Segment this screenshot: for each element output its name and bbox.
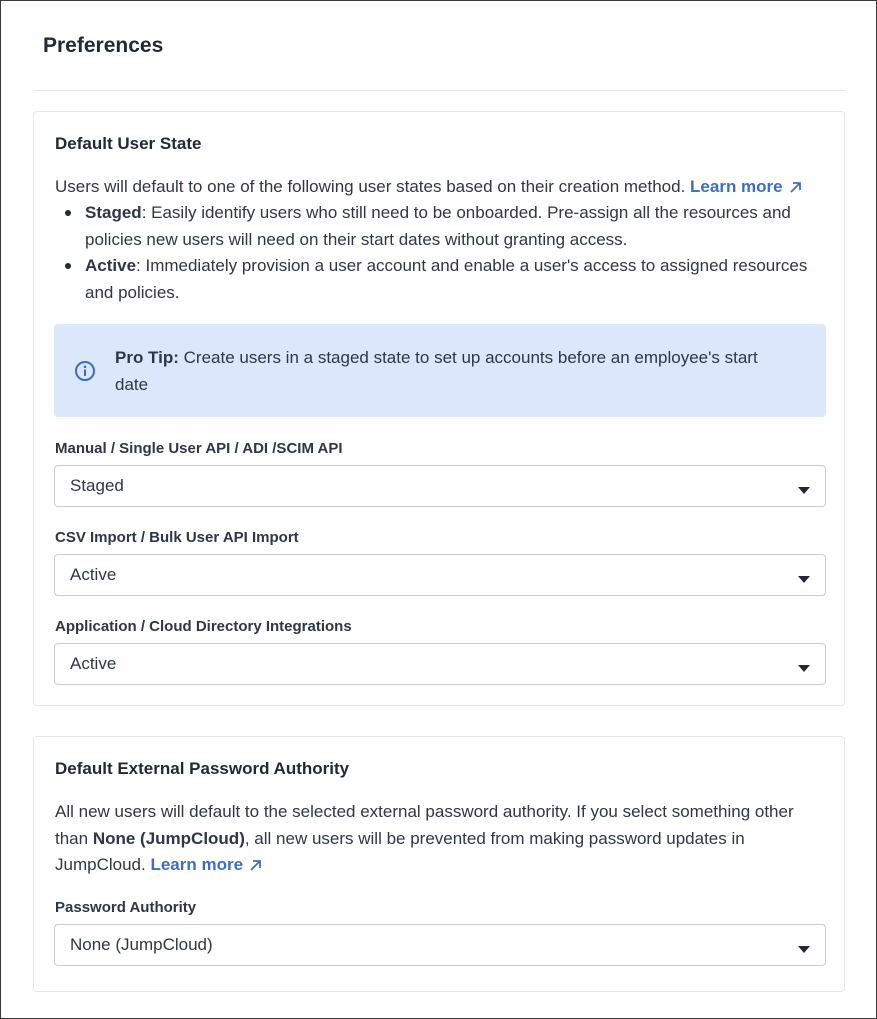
- default-user-state-title: Default User State: [55, 134, 202, 153]
- active-description: : Immediately provision a user account and enable a user's access to assigned resources and policies.: [85, 256, 808, 302]
- manual-api-state-select[interactable]: [54, 465, 826, 507]
- integrations-label: Application / Cloud Directory Integrations: [55, 618, 352, 635]
- description-text-end: , all new users will be prevented from making password updates in JumpCloud.: [55, 828, 745, 874]
- info-circle-icon: [74, 360, 96, 387]
- bullet-dot: [65, 210, 71, 216]
- learn-more-label: Learn more: [150, 855, 244, 874]
- learn-more-label: Learn more: [690, 177, 783, 196]
- caret-down-icon: [798, 482, 810, 500]
- default-user-state-card: [33, 111, 845, 706]
- page-title: Preferences: [43, 34, 164, 57]
- staged-description: : Easily identify users who still need to be onboarded. Pre-assign all the resources and policies new users will need on their start dates without granting access.: [85, 203, 791, 249]
- integrations-state-value: Active: [70, 654, 117, 673]
- csv-import-state-value: Active: [70, 565, 117, 584]
- external-link-icon: [249, 854, 262, 881]
- learn-more-link[interactable]: [690, 177, 802, 196]
- default-user-state-intro: [55, 174, 825, 203]
- learn-more-link[interactable]: [150, 855, 262, 874]
- pro-tip-message: Create users in a staged state to set up accounts before an employee's start date: [115, 348, 758, 394]
- caret-down-icon: [798, 660, 810, 678]
- user-state-list: [55, 200, 815, 306]
- manual-api-state-value: Staged: [70, 476, 124, 495]
- intro-text: Users will default to one of the following user states based on their creation method.: [55, 177, 686, 196]
- list-item: [55, 253, 815, 306]
- active-term: Active: [85, 256, 137, 275]
- caret-down-icon: [798, 571, 810, 589]
- title-divider: [33, 90, 846, 91]
- password-authority-description: [55, 799, 795, 881]
- external-link-icon: [789, 176, 802, 203]
- csv-import-label: CSV Import / Bulk User API Import: [55, 529, 299, 546]
- password-authority-value: None (JumpCloud): [70, 935, 213, 954]
- manual-api-label: Manual / Single User API / ADI /SCIM API: [55, 440, 343, 457]
- staged-term: Staged: [85, 203, 142, 222]
- list-item: [55, 200, 815, 253]
- bullet-dot: [65, 263, 71, 269]
- integrations-state-select[interactable]: [54, 643, 826, 685]
- password-authority-label: Password Authority: [55, 899, 197, 916]
- caret-down-icon: [798, 941, 810, 959]
- pro-tip-banner: [54, 324, 826, 417]
- csv-import-state-select[interactable]: [54, 554, 826, 596]
- password-authority-card: [33, 736, 845, 992]
- description-text-start: All new users will default to the selected external password authority. If you select something other than: [55, 802, 794, 848]
- password-authority-title: Default External Password Authority: [55, 759, 350, 778]
- password-authority-select[interactable]: [54, 924, 826, 966]
- pro-tip-label: Pro Tip:: [115, 348, 179, 367]
- pro-tip-text: [115, 345, 795, 398]
- none-jumpcloud-emphasis: None (JumpCloud): [92, 828, 245, 848]
